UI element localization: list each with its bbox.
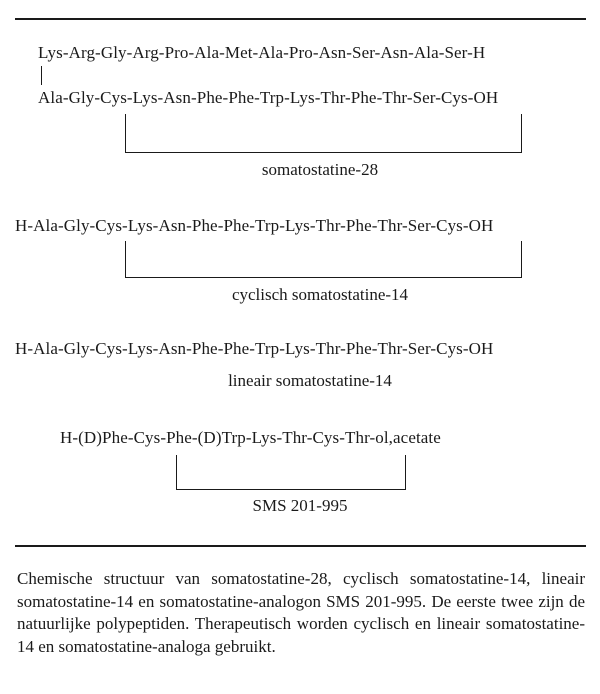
linear14-sequence: H-Ala-Gly-Cys-Lys-Asn-Phe-Phe-Trp-Lys-Thr-Phe-Thr-Ser-Cys-OH	[15, 339, 494, 358]
figure-caption: Chemische structuur van somatostatine-28, cyclisch somatostatine-14, lineair somatostatine-14 en somatostatine-analogon SMS 201-995. De eerste twee zijn de natuurlijke polypeptiden. Therapeutisch worden cyclisch en lineair somatostatine-14 en somatostatine-analoga gebruikt.	[17, 569, 585, 656]
s28-sequence-line1: Lys-Arg-Gly-Arg-Pro-Ala-Met-Ala-Pro-Asn-Ser-Asn-Ala-Ser-H	[38, 43, 486, 62]
s28-label: somatostatine-28	[261, 160, 379, 179]
sms-sequence: H-(D)Phe-Cys-Phe-(D)Trp-Lys-Thr-Cys-Thr-ol,acetate	[60, 428, 441, 447]
cyclic14-disulfide-bracket	[125, 241, 522, 278]
sms-disulfide-bracket	[176, 455, 406, 490]
s28-sequence-line2: Ala-Gly-Cys-Lys-Asn-Phe-Phe-Trp-Lys-Thr-Phe-Thr-Ser-Cys-OH	[38, 88, 499, 107]
cyclic14-label: cyclisch somatostatine-14	[231, 285, 409, 304]
sms-label: SMS 201-995	[252, 496, 348, 515]
s28-disulfide-bracket	[125, 114, 522, 153]
bottom-rule	[15, 545, 586, 547]
linear14-label: lineair somatostatine-14	[228, 371, 392, 390]
cyclic14-sequence: H-Ala-Gly-Cys-Lys-Asn-Phe-Phe-Trp-Lys-Thr-Phe-Thr-Ser-Cys-OH	[15, 216, 494, 235]
top-rule	[15, 18, 586, 20]
s28-chain-link	[41, 66, 42, 85]
